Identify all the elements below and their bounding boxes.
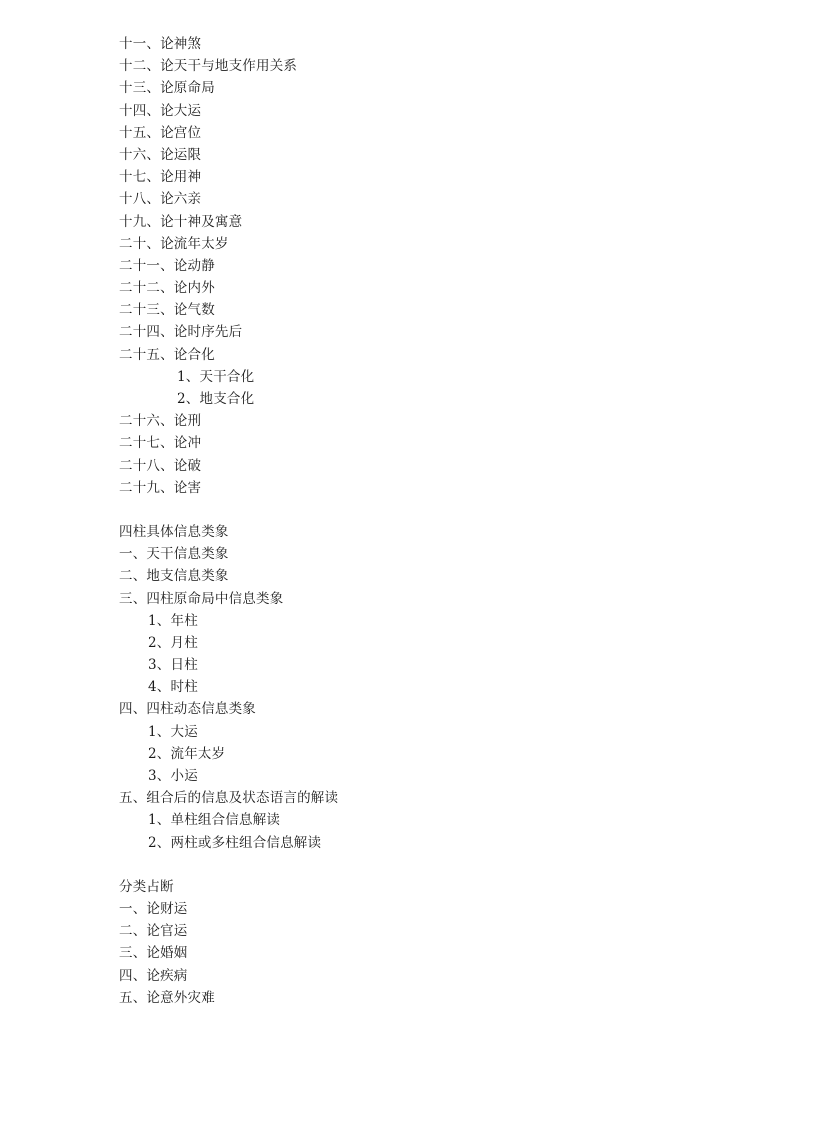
toc-item-23: 二十三、论气数	[119, 302, 215, 319]
toc-subitem-pillar-day: 3、日柱	[148, 657, 198, 674]
toc-item-19: 十九、论十神及寓意	[119, 213, 243, 230]
toc-item-17: 十七、论用神	[119, 169, 202, 186]
toc-subitem-single-pillar: 1、单柱组合信息解读	[148, 812, 281, 829]
toc-subitem-liunian: 2、流年太岁	[148, 745, 226, 762]
toc-item-24: 二十四、论时序先后	[119, 324, 243, 341]
toc-item-25: 二十五、论合化	[119, 346, 215, 363]
section-heading-divination: 分类占断	[119, 878, 174, 895]
toc-item-16: 十六、论运限	[119, 146, 202, 163]
toc-item-15: 十五、论宫位	[119, 124, 202, 141]
toc-item-info-1: 一、天干信息类象	[119, 546, 229, 563]
toc-item-info-5: 五、组合后的信息及状态语言的解读	[119, 790, 339, 807]
toc-subitem-dayun: 1、大运	[148, 723, 198, 740]
toc-item-illness: 四、论疾病	[119, 967, 188, 984]
toc-item-marriage: 三、论婚姻	[119, 945, 188, 962]
toc-item-wealth: 一、论财运	[119, 900, 188, 917]
section-spacer	[119, 854, 769, 876]
toc-item-29: 二十九、论害	[119, 479, 202, 496]
toc-item-info-2: 二、地支信息类象	[119, 568, 229, 585]
toc-item-22: 二十二、论内外	[119, 280, 215, 297]
toc-subitem-pillar-month: 2、月柱	[148, 634, 198, 651]
toc-item-12: 十二、论天干与地支作用关系	[119, 58, 298, 75]
toc-subitem-hehua-2: 2、地支合化	[177, 391, 255, 407]
toc-item-18: 十八、论六亲	[119, 191, 202, 208]
toc-item-11: 十一、论神煞	[119, 36, 202, 52]
toc-item-14: 十四、论大运	[119, 102, 202, 119]
toc-item-21: 二十一、论动静	[119, 257, 215, 274]
toc-subitem-hehua-1: 1、天干合化	[177, 368, 255, 385]
toc-item-info-4: 四、四柱动态信息类象	[119, 701, 256, 718]
section-heading-info: 四柱具体信息类象	[119, 523, 229, 540]
section-spacer	[119, 499, 769, 521]
toc-item-13: 十三、论原命局	[119, 80, 215, 97]
toc-subitem-xiaoyun: 3、小运	[148, 768, 198, 784]
toc-subitem-pillar-year: 1、年柱	[148, 612, 198, 629]
toc-item-career: 二、论官运	[119, 923, 188, 940]
table-of-contents	[119, 33, 769, 1009]
toc-item-accident: 五、论意外灾难	[119, 989, 215, 1006]
toc-item-28: 二十八、论破	[119, 457, 202, 474]
toc-item-info-3: 三、四柱原命局中信息类象	[119, 590, 284, 607]
toc-item-27: 二十七、论冲	[119, 435, 202, 452]
toc-item-26: 二十六、论刑	[119, 413, 202, 430]
toc-subitem-multi-pillar: 2、两柱或多柱组合信息解读	[148, 834, 322, 851]
toc-subitem-pillar-hour: 4、时柱	[148, 679, 198, 696]
toc-item-20: 二十、论流年太岁	[119, 235, 229, 252]
